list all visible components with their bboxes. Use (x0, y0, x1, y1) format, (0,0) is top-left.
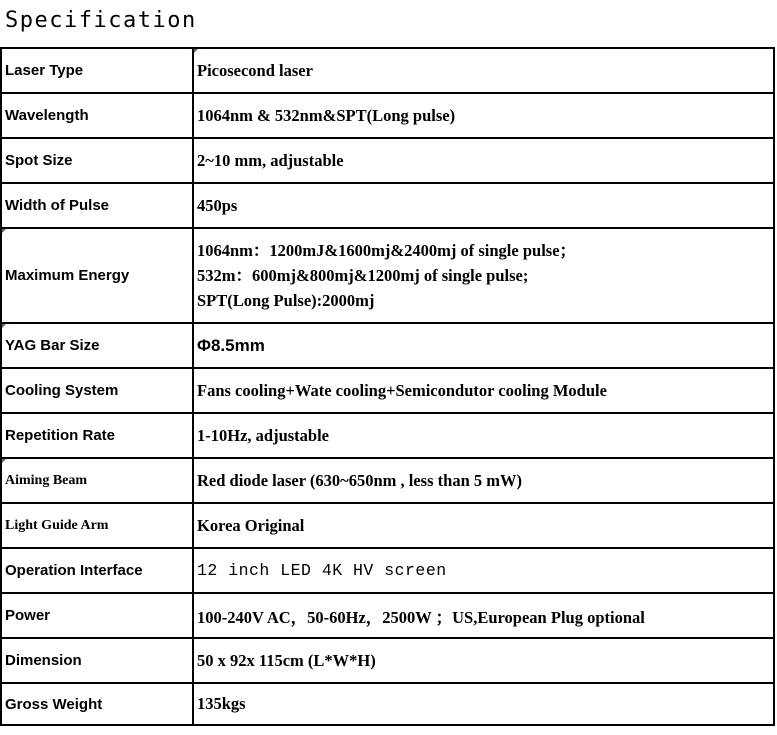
page-title: Specification (5, 8, 197, 33)
row-value: Korea Original (193, 503, 774, 548)
row-label: Laser Type (1, 48, 193, 93)
table-row-aiming-beam (1, 458, 774, 503)
row-value: 1064nm & 532nm&SPT(Long pulse) (193, 93, 774, 138)
row-value: 135kgs (193, 683, 774, 725)
table-row-gross-weight (1, 683, 774, 725)
table-row-repetition-rate (1, 413, 774, 458)
table-row-spot-size (1, 138, 774, 183)
row-label-text: YAG Bar Size (5, 337, 100, 354)
row-label: Power (1, 593, 193, 638)
row-label (1, 458, 193, 503)
row-label: Cooling System (1, 368, 193, 413)
cell-marker (194, 49, 198, 53)
table-row-laser-type (1, 48, 774, 93)
table-row-operation-interface (1, 548, 774, 593)
row-value: 12 inch LED 4K HV screen (193, 548, 774, 593)
row-value-text: Picosecond laser (197, 60, 313, 80)
row-value (193, 228, 774, 323)
row-value: 1-10Hz, adjustable (193, 413, 774, 458)
cell-marker (2, 324, 6, 328)
table-row-wavelength (1, 93, 774, 138)
row-label-text: Maximum Energy (5, 267, 130, 284)
row-value: 450ps (193, 183, 774, 228)
row-value: Red diode laser (630~650nm , less than 5 mW) (193, 458, 774, 503)
energy-line: 1064nm：1200mJ&1600mj&2400mj of single pulse； (197, 241, 577, 260)
row-label (1, 323, 193, 368)
row-value: Fans cooling+Wate cooling+Semicondutor cooling Module (193, 368, 774, 413)
row-label: Dimension (1, 638, 193, 683)
energy-line: 532m：600mj&800mj&1200mj of single pulse; (197, 266, 529, 285)
row-value (193, 48, 774, 93)
row-value: 100-240V AC，50-60Hz，2500W ；US,European Plug optional (193, 593, 774, 638)
row-label: Width of Pulse (1, 183, 193, 228)
table-row-width-of-pulse (1, 183, 774, 228)
table-row-power (1, 593, 774, 638)
row-label: Spot Size (1, 138, 193, 183)
table-row-cooling-system (1, 368, 774, 413)
cell-marker (2, 229, 6, 233)
specification-table (0, 47, 775, 726)
cell-marker (2, 459, 6, 463)
energy-line: SPT(Long Pulse):2000mj (197, 291, 375, 310)
row-label: Light Guide Arm (1, 503, 193, 548)
row-label (1, 228, 193, 323)
row-label: Gross Weight (1, 683, 193, 725)
table-row-maximum-energy (1, 228, 774, 323)
row-value: 50 x 92x 115cm (L*W*H) (193, 638, 774, 683)
row-label: Operation Interface (1, 548, 193, 593)
row-label: Wavelength (1, 93, 193, 138)
row-label-text: Aiming Beam (5, 472, 88, 488)
table-row-light-guide-arm (1, 503, 774, 548)
row-label: Repetition Rate (1, 413, 193, 458)
table-row-dimension (1, 638, 774, 683)
row-value: 2~10 mm, adjustable (193, 138, 774, 183)
table-row-yag-bar-size (1, 323, 774, 368)
row-value: Φ8.5mm (193, 323, 774, 368)
